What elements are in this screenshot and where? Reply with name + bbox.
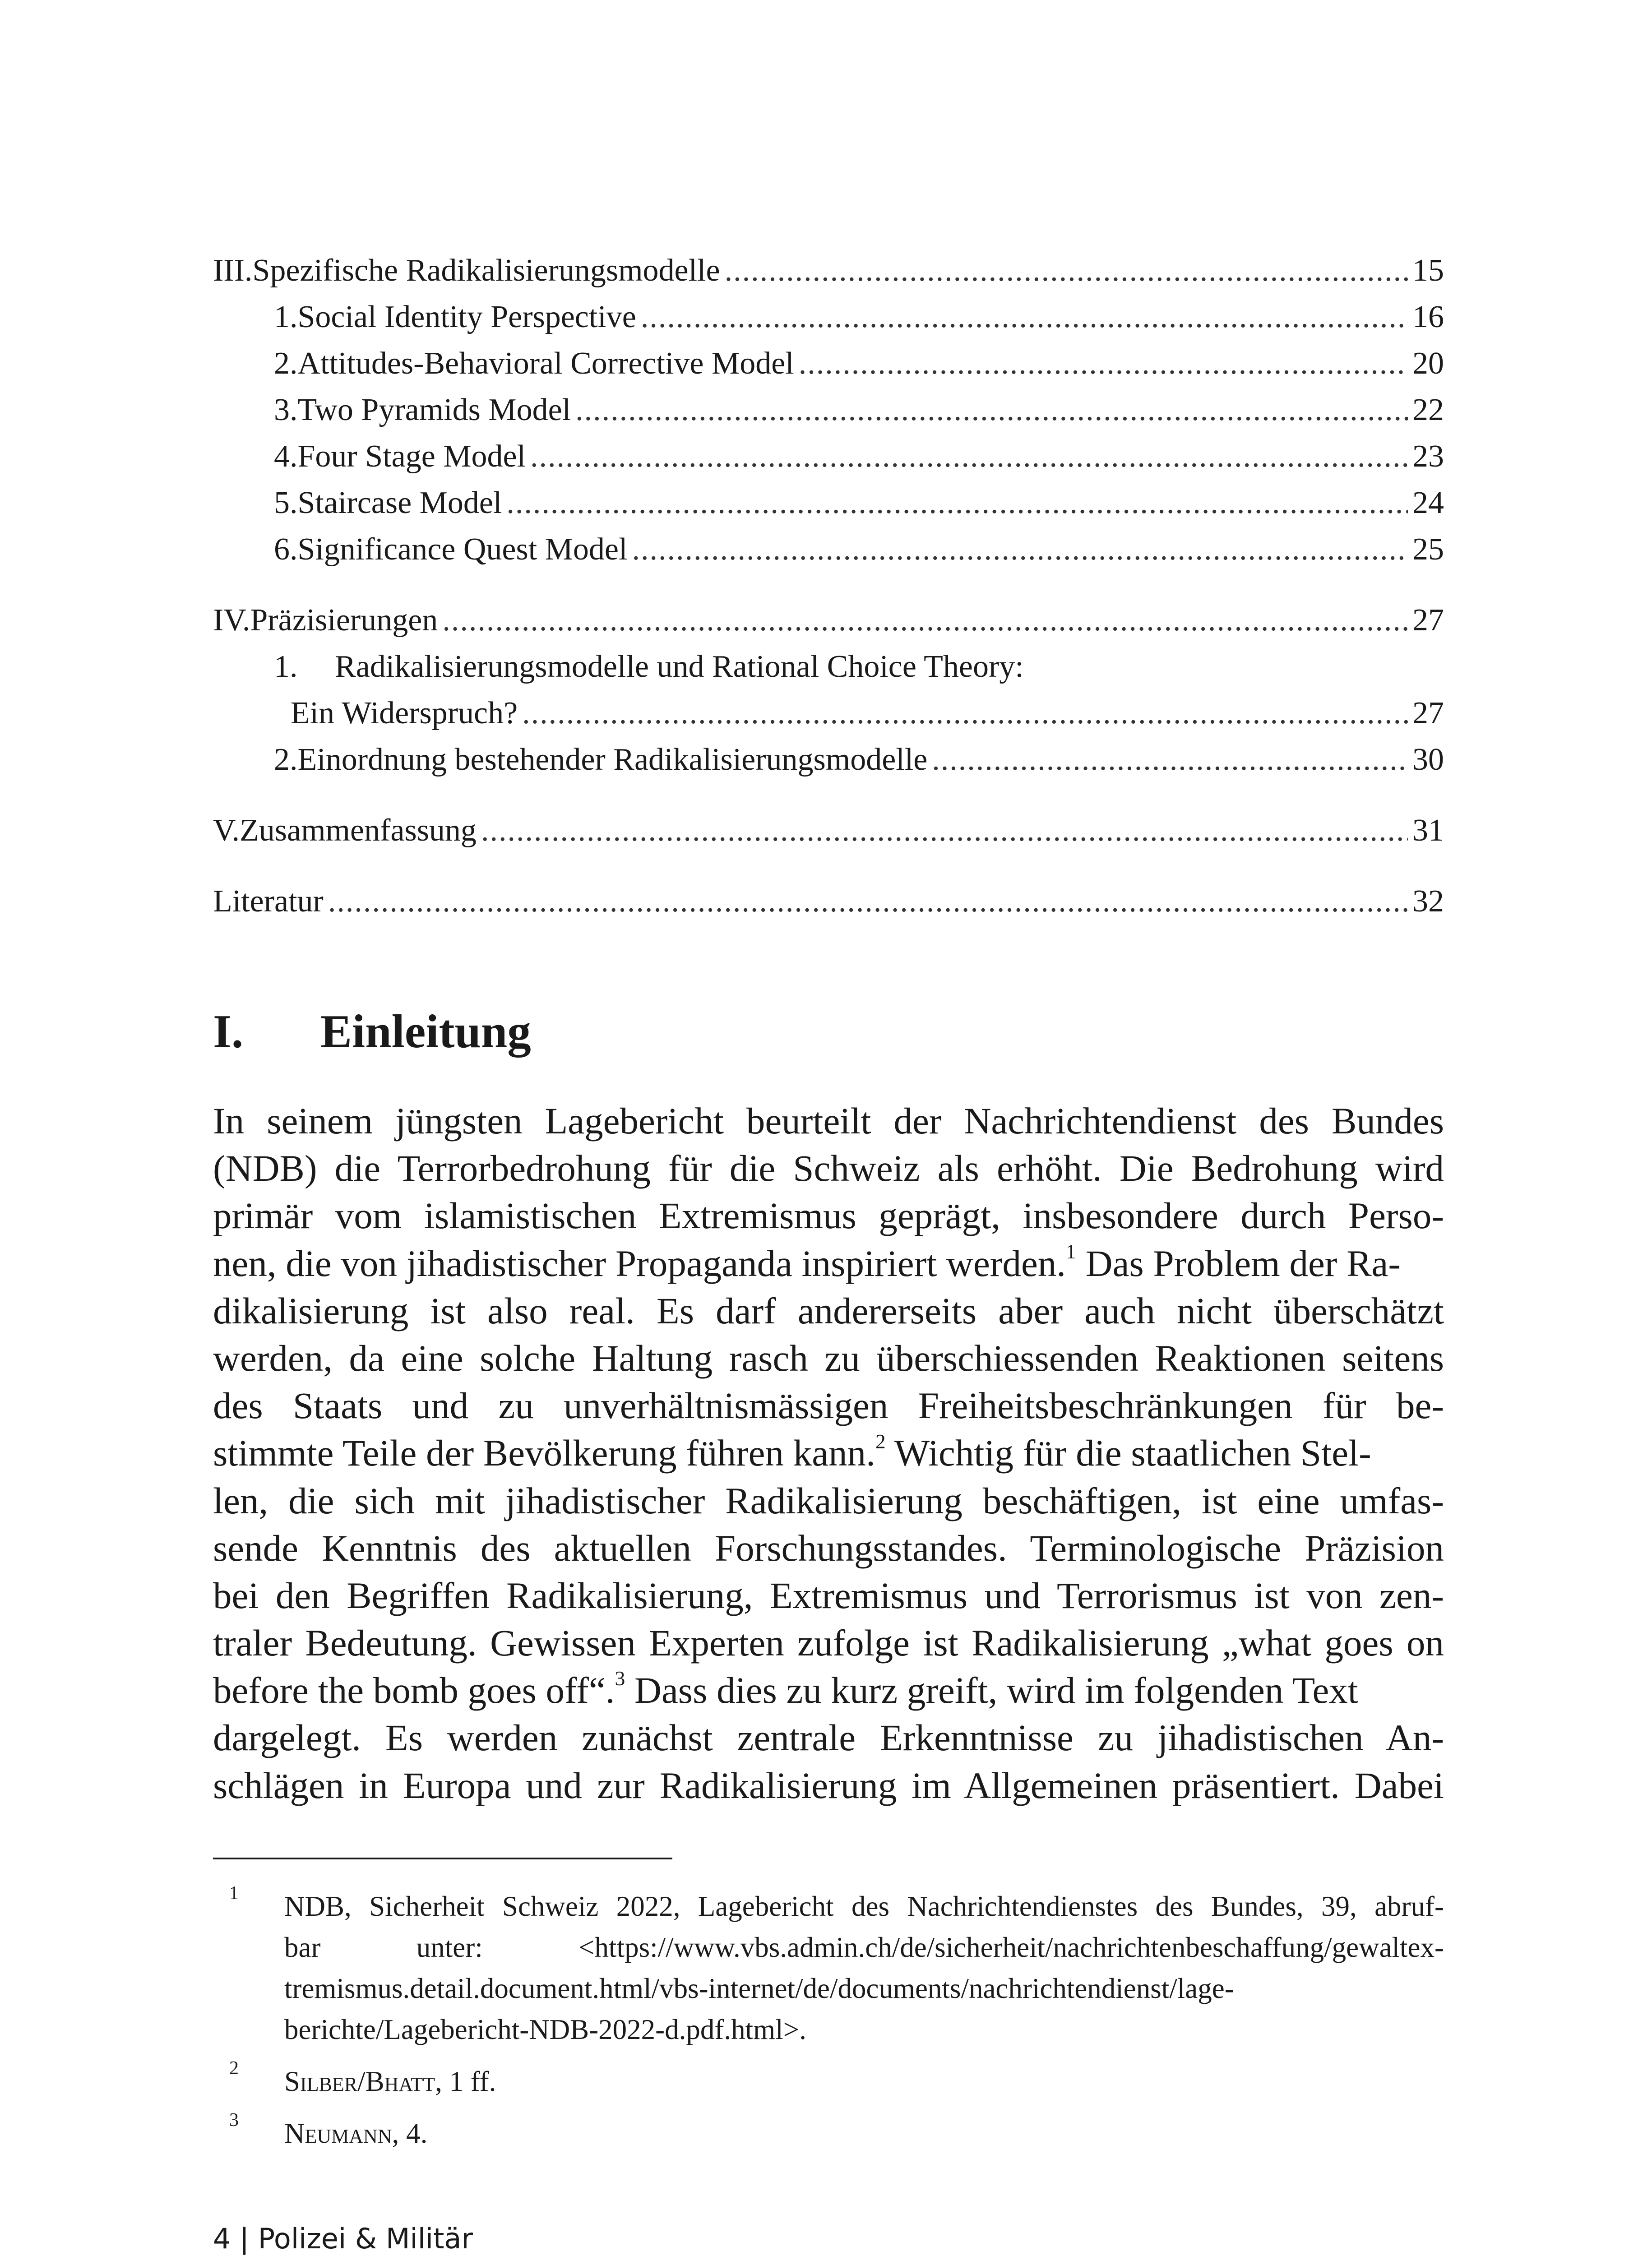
toc-number: 2. [274, 346, 298, 381]
toc-page: 23 [1412, 439, 1444, 474]
toc-entry[interactable] [213, 485, 1444, 530]
text-segment: Dass dies zu kurz greift, wird im folgenden Text [625, 1669, 1358, 1711]
toc-entry[interactable] [213, 649, 1444, 694]
section-number: I. [213, 1005, 244, 1058]
footnote-line: NDB, Sicherheit Schweiz 2022, Lagebericht des Nachrichtendienstes des Bundes, 39, abruf- [284, 1891, 1444, 1922]
toc-entry[interactable] [213, 813, 1444, 858]
text-line: werden, da eine solche Haltung rasch zu überschiessenden Reaktionen seitens [213, 1337, 1444, 1379]
toc-entry[interactable] [213, 883, 1444, 929]
text-segment: before the bomb goes off“. [213, 1669, 615, 1711]
text-line [213, 1667, 1444, 1714]
toc-leader [506, 485, 1408, 521]
footnote-line[interactable]: bar unter: <https://www.vbs.admin.ch/de/sicherheit/nachrichtenbeschaffung/gewaltex- [284, 1932, 1444, 1963]
text-segment: Das Problem der Ra- [1076, 1242, 1401, 1284]
toc-leader [481, 813, 1408, 849]
section-title: Einleitung [320, 1005, 531, 1058]
toc-number: 2. [274, 742, 298, 777]
toc-page: 31 [1412, 813, 1444, 848]
body-paragraph [213, 1097, 1444, 1809]
footnote [213, 2058, 1444, 2102]
toc-entry[interactable] [213, 532, 1444, 577]
footnote-ref[interactable]: 3 [615, 1667, 625, 1690]
toc-leader [328, 883, 1408, 920]
text-line: schlägen in Europa und zur Radikalisierung im Allgemeinen präsentiert. Dabei [213, 1764, 1444, 1806]
footnote-line[interactable]: berichte/Lagebericht-NDB-2022-d.pdf.html>. [284, 2014, 806, 2045]
toc-number: V. [213, 813, 240, 848]
text-line [213, 1429, 1444, 1477]
toc-title: Staircase Model [297, 485, 502, 520]
toc-title: Two Pyramids Model [297, 393, 571, 427]
text-line: (NDB) die Terrorbedrohung für die Schweiz als erhöht. Die Bedrohung wird [213, 1147, 1444, 1189]
toc-number: 5. [274, 485, 298, 520]
toc-number: 3. [274, 393, 298, 427]
toc-page: 25 [1412, 532, 1444, 567]
toc-entry[interactable] [213, 742, 1444, 787]
footnote-line [284, 2113, 1444, 2154]
footnote-line [284, 2061, 1444, 2102]
toc-title: Zusammenfassung [240, 813, 477, 848]
text-segment: stimmte Teile der Bevölkerung führen kann. [213, 1432, 875, 1474]
toc-entry[interactable] [213, 253, 1444, 298]
toc-page: 15 [1412, 253, 1444, 288]
footnote [213, 1883, 1444, 2050]
toc-entry[interactable] [213, 439, 1444, 484]
toc-title: Four Stage Model [297, 439, 526, 474]
toc-number: 4. [274, 439, 298, 474]
toc-title: Einordnung bestehender Radikalisierungsmodelle [297, 742, 928, 777]
toc-number: 1. [274, 300, 298, 334]
text-line: dikalisierung ist also real. Es darf andererseits aber auch nicht überschätzt [213, 1290, 1444, 1331]
footnote-number: 1 [229, 1883, 239, 1904]
text-line: des Staats und zu unverhältnismässigen Freiheitsbeschränkungen für be- [213, 1385, 1444, 1427]
text-line: traler Bedeutung. Gewissen Experten zufolge ist Radikalisierung „what goes on [213, 1622, 1444, 1664]
citation-detail: , 1 ff. [435, 2066, 496, 2097]
text-line: dargelegt. Es werden zunächst zentrale Erkenntnisse zu jihadistischen An- [213, 1717, 1444, 1759]
author-name: Silber/Bhatt [284, 2066, 435, 2097]
footnote-ref[interactable]: 2 [875, 1429, 886, 1453]
toc-number: IV. [213, 603, 250, 638]
toc-leader [442, 602, 1408, 638]
toc-page: 16 [1412, 300, 1444, 334]
toc-page: 20 [1412, 346, 1444, 381]
toc-entry[interactable] [213, 392, 1444, 437]
section-heading [213, 1004, 531, 1059]
toc-page: 27 [1412, 696, 1444, 730]
text-line: sende Kenntnis des aktuellen Forschungsstandes. Terminologische Präzision [213, 1527, 1444, 1569]
author-name: Neumann [284, 2117, 392, 2149]
toc-leader [932, 742, 1408, 778]
footnotes [213, 1883, 1444, 2165]
toc-entry[interactable] [213, 695, 1444, 740]
text-line [213, 1240, 1444, 1287]
toc-leader [725, 253, 1408, 289]
toc-title: Radikalisierungsmodelle und Rational Choice Theory: [335, 649, 1024, 684]
page-footer: 4 | Polizei & Militär [213, 2222, 473, 2255]
text-line: primär vom islamistischen Extremismus geprägt, insbesondere durch Perso- [213, 1195, 1444, 1237]
text-line: bei den Begriffen Radikalisierung, Extremismus und Terrorismus ist von zen- [213, 1574, 1444, 1616]
toc-number: 1. [274, 649, 298, 684]
toc-leader [799, 346, 1408, 382]
toc-title: Präzisierungen [250, 603, 438, 638]
toc-leader [641, 299, 1408, 335]
toc-entry[interactable] [213, 299, 1444, 344]
toc-page: 24 [1412, 485, 1444, 520]
toc-number: III. [213, 253, 253, 288]
toc-title: Social Identity Perspective [297, 300, 636, 334]
toc-title: Attitudes-Behavioral Corrective Model [297, 346, 794, 381]
toc-page: 27 [1412, 603, 1444, 638]
toc-title: Spezifische Radikalisierungsmodelle [252, 253, 720, 288]
toc-leader [530, 439, 1408, 475]
toc-title: Significance Quest Model [297, 532, 628, 567]
footnote-number: 2 [229, 2058, 239, 2079]
text-segment: nen, die von jihadistischer Propaganda inspiriert werden. [213, 1242, 1066, 1284]
toc-title: Ein Widerspruch? [290, 696, 518, 730]
toc-page: 32 [1412, 884, 1444, 919]
toc-entry[interactable] [213, 346, 1444, 391]
text-line: In seinem jüngsten Lagebericht beurteilt der Nachrichtendienst des Bundes [213, 1100, 1444, 1142]
toc-page: 22 [1412, 393, 1444, 427]
footnote-number: 3 [229, 2110, 239, 2131]
footnote-separator [213, 1858, 672, 1859]
toc-page: 30 [1412, 742, 1444, 777]
text-segment: Wichtig für die staatlichen Stel- [885, 1432, 1371, 1474]
toc-leader [632, 532, 1408, 568]
toc-leader [522, 695, 1408, 731]
toc-title: Literatur [213, 884, 324, 919]
toc-leader [575, 392, 1408, 428]
text-line: len, die sich mit jihadistischer Radikalisierung beschäftigen, ist eine umfas- [213, 1479, 1444, 1521]
toc-entry[interactable] [213, 602, 1444, 647]
citation-detail: , 4. [392, 2117, 428, 2149]
footnote [213, 2110, 1444, 2154]
footnote-line[interactable]: tremismus.detail.document.html/vbs-internet/de/documents/nachrichtendienst/lage- [284, 1973, 1234, 2004]
footnote-ref[interactable]: 1 [1066, 1239, 1076, 1263]
toc-number: 6. [274, 532, 298, 567]
